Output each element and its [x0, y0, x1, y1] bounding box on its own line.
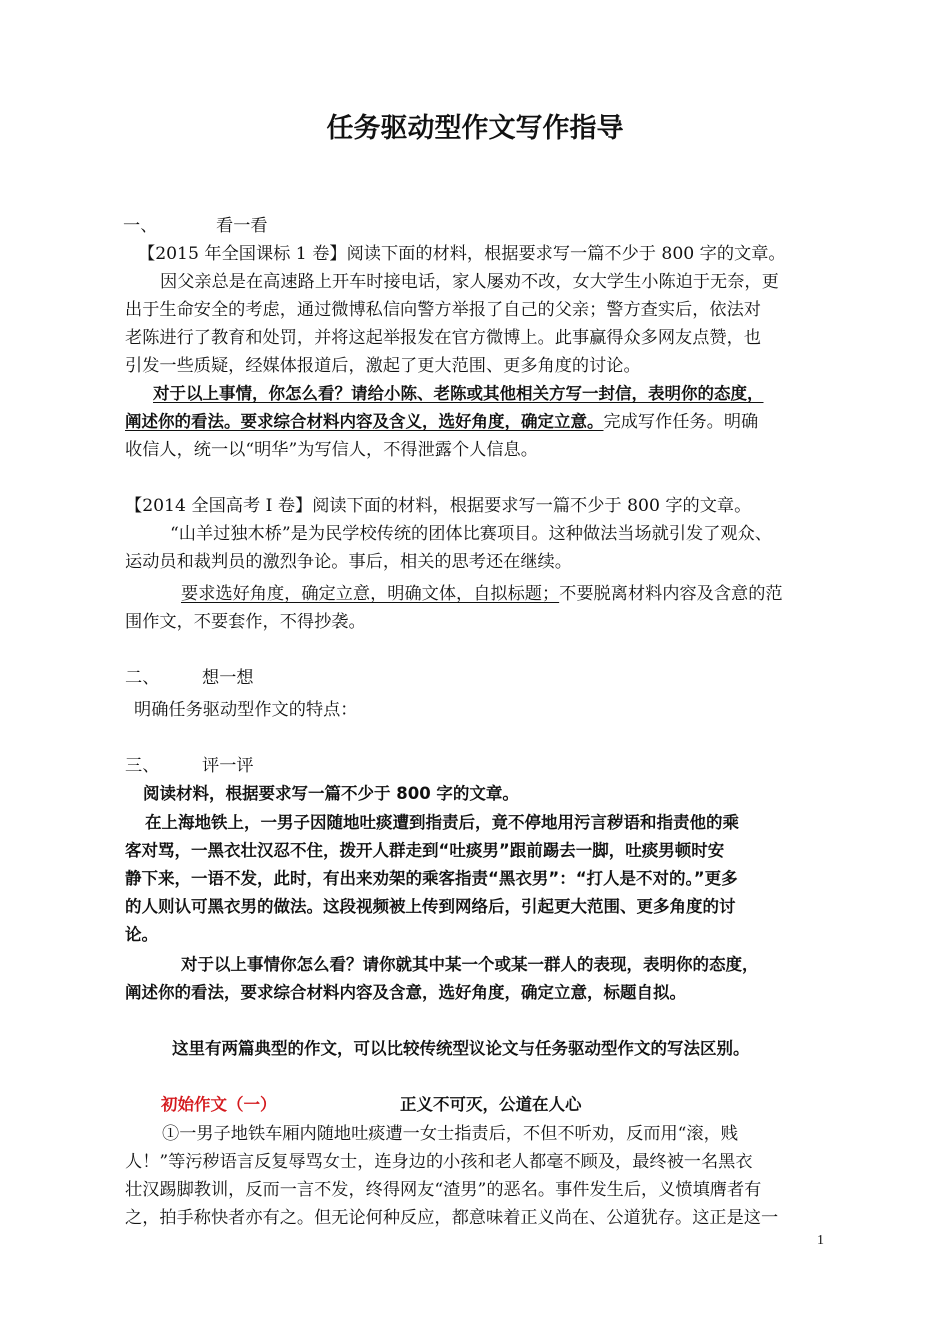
section-3-task-line: 对于以上事情你怎么看？请你就其中某一个或某一群人的表现，表明你的态度，: [181, 955, 759, 974]
exam-2014-requirement: [181, 581, 783, 607]
section-3-heading: 评一评: [202, 756, 254, 776]
essay-1-title: 正义不可灭，公道在人心: [400, 1095, 582, 1114]
essay-1-line: 人！”等污秽语言反复辱骂女士，连身边的小孩和老人都毫不顾及，最终被一名黑衣: [125, 1152, 753, 1172]
page-number: 1: [817, 1233, 824, 1248]
exam-2015-task-line: [125, 409, 758, 435]
exam-2015-task-bold: 对于以上事情，你怎么看？请给小陈、老陈或其他相关方写一封信，表明你的态度，: [153, 384, 764, 403]
section-3-number: 三、: [125, 756, 160, 776]
exam-2015-task-line: 收信人，统一以“明华”为写信人，不得泄露个人信息。: [125, 440, 538, 460]
section-3-material-line: 客对骂，一黑衣壮汉忍不住，拨开人群走到“吐痰男”跟前踢去一脚，吐痰男顿时安: [125, 841, 725, 860]
essay-1-line: 之，拍手称快者亦有之。但无论何种反应，都意味着正义尚在、公道犹存。这正是这一: [125, 1208, 779, 1228]
exam-2015-task-bold: 阐述你的看法。要求综合材料内容及含义，选好角度，确定立意。: [125, 412, 604, 431]
exam-2015-material-line: 引发一些质疑，经媒体报道后，激起了更大范围、更多角度的讨论。: [125, 356, 641, 376]
exam-2015-task-rest: 完成写作任务。明确: [603, 412, 759, 432]
exam-2014-requirement-line: 围作文，不要套作，不得抄袭。: [125, 612, 366, 632]
essay-1-line: ①一男子地铁车厢内随地吐痰遭一女士指责后，不但不听劝，反而用“滚，贱: [162, 1124, 738, 1144]
section-3-material-line: 在上海地铁上，一男子因随地吐痰遭到指责后，竟不停地用污言秽语和指责他的乘: [145, 813, 739, 832]
exam-2014-material-line: 运动员和裁判员的激烈争论。事后，相关的思考还在继续。: [125, 552, 572, 572]
exam-2014-material-line: “山羊过独木桥”是为民学校传统的团体比赛项目。这种做法当场就引发了观众、: [170, 524, 772, 544]
section-3-material-line: 论。: [125, 925, 158, 944]
essay-1-line: 壮汉踢脚教训，反而一言不发，终得网友“渣男”的恶名。事件发生后，义愤填膺者有: [125, 1180, 762, 1200]
section-2-number: 二、: [125, 668, 160, 688]
exam-2015-material-line: 出于生命安全的考虑，通过微博私信向警方举报了自己的父亲；警方查实后，依法对: [125, 300, 761, 320]
essay-1-label: 初始作文（一）: [161, 1095, 277, 1114]
exam-2014-requirement-rest: 不要脱离材料内容及含意的范: [559, 584, 783, 604]
section-3-material-line: 静下来，一语不发，此时，有出来劝架的乘客指责“黑衣男”：“打人是不对的。”更多: [125, 869, 738, 888]
exam-2015-material-line: 老陈进行了教育和处罚，并将这起举报发在官方微博上。此事赢得众多网友点赞，也: [125, 328, 761, 348]
section-3-material-line: 的人则认可黑衣男的做法。这段视频被上传到网络后，引起更大范围、更多角度的讨: [125, 897, 736, 916]
section-3-task-line: 阐述你的看法，要求综合材料内容及含意，选好角度，确定立意，标题自拟。: [125, 983, 686, 1002]
section-2-text: 明确任务驱动型作文的特点：: [134, 700, 358, 720]
section-3-compare: 这里有两篇典型的作文，可以比较传统型议论文与任务驱动型作文的写法区别。: [172, 1039, 750, 1058]
exam-2015-material-line: 因父亲总是在高速路上开车时接电话，家人屡劝不改，女大学生小陈迫于无奈，更: [160, 272, 779, 292]
exam-2015-intro: 【2015 年全国课标 1 卷】阅读下面的材料，根据要求写一篇不少于 800 字的文章。: [138, 244, 786, 264]
section-1-number: 一、: [123, 216, 158, 236]
exam-2014-requirement-underlined: 要求选好角度，确定立意，明确文体，自拟标题；: [181, 584, 560, 604]
section-3-intro: 阅读材料，根据要求写一篇不少于 800 字的文章。: [143, 784, 519, 803]
exam-2014-intro: 【2014 全国高考 I 卷】阅读下面的材料，根据要求写一篇不少于 800 字的文章。: [125, 496, 752, 516]
document-title: 任务驱动型作文写作指导: [326, 113, 624, 144]
section-1-heading: 看一看: [216, 216, 268, 236]
section-2-heading: 想一想: [202, 668, 254, 688]
